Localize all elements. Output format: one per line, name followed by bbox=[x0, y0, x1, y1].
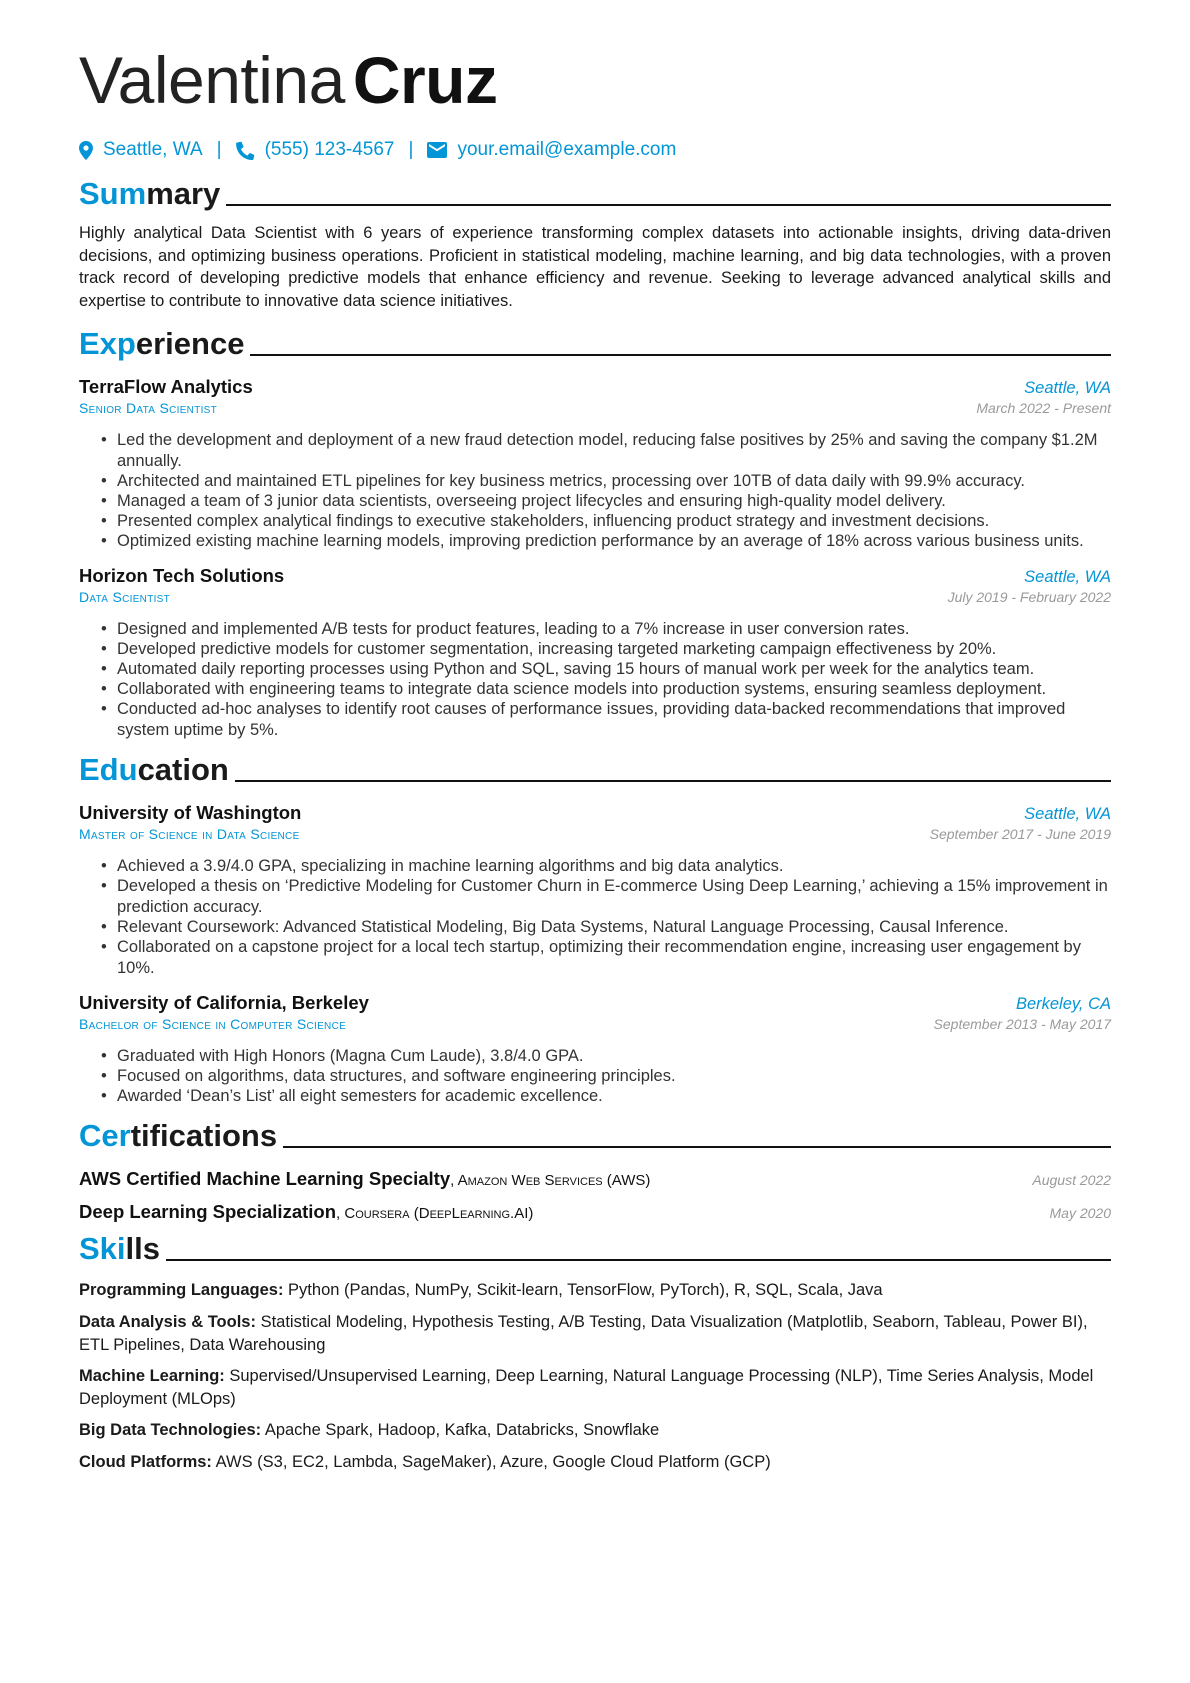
entry-dates: September 2017 - June 2019 bbox=[929, 826, 1111, 843]
bullet-item: • Developed predictive models for customer segmentation, increasing targeted marketing campaign effectiveness by 20%. bbox=[117, 639, 1111, 660]
skill-label: Big Data Technologies: bbox=[79, 1421, 262, 1440]
education-heading bbox=[79, 752, 1111, 788]
bullet-item: • Led the development and deployment of a new fraud detection model, reducing false positives by 25% and saving the company $1.2M annually. bbox=[117, 430, 1111, 472]
entry-dates: September 2013 - May 2017 bbox=[933, 1016, 1111, 1033]
heading-accent: Exp bbox=[79, 326, 136, 362]
email-link[interactable]: your.email@example.com bbox=[457, 139, 677, 160]
certification-name: AWS Certified Machine Learning Specialty bbox=[79, 1168, 451, 1190]
entry-location: Seattle, WA bbox=[1024, 568, 1111, 587]
school-name: University of California, Berkeley bbox=[79, 992, 369, 1014]
skills-heading bbox=[79, 1231, 1111, 1267]
contact-phone[interactable] bbox=[236, 139, 395, 161]
candidate-name bbox=[79, 0, 1111, 120]
heading-rest: mary bbox=[146, 176, 221, 211]
employer-name: TerraFlow Analytics bbox=[79, 376, 253, 398]
bullet-item: • Achieved a 3.9/4.0 GPA, specializing in machine learning algorithms and big data analytics. bbox=[117, 856, 1111, 877]
heading-rule bbox=[235, 780, 1111, 782]
heading-accent: Ski bbox=[79, 1231, 126, 1267]
map-pin-icon bbox=[79, 141, 93, 160]
experience-entry bbox=[79, 565, 1111, 741]
heading-rule bbox=[283, 1146, 1111, 1148]
bullet-item: • Relevant Coursework: Advanced Statistical Modeling, Big Data Systems, Natural Language Processing, Causal Inference. bbox=[117, 917, 1111, 938]
phone-text: (555) 123-4567 bbox=[264, 139, 395, 160]
phone-icon bbox=[236, 141, 255, 160]
heading-rest: cation bbox=[137, 752, 229, 788]
contact-separator: | bbox=[408, 139, 414, 160]
bullet-item: • Graduated with High Honors (Magna Cum Laude), 3.8/4.0 GPA. bbox=[117, 1046, 1111, 1067]
bullet-item: • Automated daily reporting processes using Python and SQL, saving 15 hours of manual work per week for the analytics team. bbox=[117, 659, 1111, 680]
skill-value: Apache Spark, Hadoop, Kafka, Databricks, Snowflake bbox=[264, 1421, 660, 1440]
skill-label: Machine Learning: bbox=[79, 1367, 225, 1386]
experience-entry bbox=[79, 376, 1111, 552]
first-name: Valentina bbox=[79, 43, 345, 117]
bullet-item: • Designed and implemented A/B tests for product features, leading to a 7% increase in user conversion rates. bbox=[117, 619, 1111, 640]
bullet-item: • Focused on algorithms, data structures, and software engineering principles. bbox=[117, 1066, 1111, 1087]
skill-value: Python (Pandas, NumPy, Scikit-learn, TensorFlow, PyTorch), R, SQL, Scala, Java bbox=[288, 1281, 883, 1300]
bullet-item: • Conducted ad-hoc analyses to identify root causes of performance issues, providing data-backed recommendations that improved system uptime by 5%. bbox=[117, 699, 1111, 741]
bullet-item: • Awarded ‘Dean’s List’ all eight semesters for academic excellence. bbox=[117, 1086, 1111, 1107]
skill-row bbox=[79, 1451, 1111, 1474]
skill-value: Supervised/Unsupervised Learning, Deep Learning, Natural Language Processing (NLP), Time Series Analysis, Model Deployment (MLOps) bbox=[79, 1367, 1094, 1408]
heading-rest: lls bbox=[125, 1231, 160, 1267]
entry-location: Berkeley, CA bbox=[1015, 995, 1111, 1014]
bullet-item: • Managed a team of 3 junior data scientists, overseeing project lifecycles and ensuring high-quality model delivery. bbox=[117, 491, 1111, 512]
certification-date: August 2022 bbox=[1032, 1172, 1111, 1189]
skill-row bbox=[79, 1419, 1111, 1442]
entry-dates: March 2022 - Present bbox=[976, 400, 1111, 417]
summary-text: Highly analytical Data Scientist with 6 years of experience transforming complex datasets into actionable insights, driving data-driven decisions, and optimizing business operations. Proficient in statistical modeling, machine learning, and big data technologies, with a proven track record of developing predictive models that enhance efficiency and revenue. Seeking to leverage advanced analytical skills and expertise to contribute to innovative data science initiatives. bbox=[79, 224, 1111, 310]
certification-issuer: Coursera (DeepLearning.AI) bbox=[344, 1205, 534, 1223]
contact-location bbox=[79, 139, 203, 161]
skill-label: Programming Languages: bbox=[79, 1281, 284, 1300]
heading-accent: Edu bbox=[79, 752, 138, 788]
certification-issuer: Amazon Web Services (AWS) bbox=[457, 1172, 651, 1190]
envelope-icon bbox=[427, 142, 447, 158]
certification-item: Deep Learning Specialization, Coursera (DeepLearning.AI) May 2020 bbox=[79, 1201, 1111, 1223]
bullet-list bbox=[79, 430, 1111, 552]
education-entry bbox=[79, 992, 1111, 1107]
summary-heading bbox=[79, 176, 1111, 212]
certification-date: May 2020 bbox=[1049, 1205, 1111, 1222]
bullet-item: • Collaborated with engineering teams to integrate data science models into production systems, ensuring seamless deployment. bbox=[117, 679, 1111, 700]
bullet-item: • Optimized existing machine learning models, improving prediction performance by an average of 18% across various business units. bbox=[117, 531, 1111, 552]
job-title: Senior Data Scientist bbox=[79, 400, 218, 417]
bullet-item: • Presented complex analytical findings to executive stakeholders, influencing product strategy and investment decisions. bbox=[117, 511, 1111, 532]
heading-rest: erience bbox=[135, 326, 245, 362]
heading-rule bbox=[166, 1259, 1111, 1261]
heading-accent: Cer bbox=[79, 1118, 131, 1154]
bullet-list bbox=[79, 619, 1111, 741]
skill-label: Data Analysis & Tools: bbox=[79, 1312, 256, 1331]
bullet-item: • Developed a thesis on ‘Predictive Modeling for Customer Churn in E-commerce Using Deep Learning,’ achieving a 15% improvement in prediction accuracy. bbox=[117, 876, 1111, 918]
job-title: Data Scientist bbox=[79, 589, 171, 606]
education-entry bbox=[79, 802, 1111, 979]
entry-dates: July 2019 - February 2022 bbox=[947, 589, 1111, 606]
skill-row bbox=[79, 1279, 1111, 1302]
contact-email[interactable] bbox=[427, 139, 676, 161]
heading-rule bbox=[226, 204, 1111, 206]
heading-rest: tifications bbox=[130, 1118, 278, 1154]
bullet-list bbox=[79, 856, 1111, 979]
skill-row bbox=[79, 1311, 1111, 1356]
bullet-list bbox=[79, 1046, 1111, 1107]
experience-heading bbox=[79, 326, 1111, 362]
entry-location: Seattle, WA bbox=[1024, 805, 1111, 824]
contact-bar bbox=[79, 136, 1111, 164]
degree: Master of Science in Data Science bbox=[79, 826, 300, 843]
bullet-item: • Architected and maintained ETL pipelines for key business metrics, processing over 10TB of data daily with 99.9% accuracy. bbox=[117, 471, 1111, 492]
location-text: Seattle, WA bbox=[103, 139, 203, 160]
degree: Bachelor of Science in Computer Science bbox=[79, 1016, 347, 1033]
contact-separator: | bbox=[216, 139, 222, 160]
entry-location: Seattle, WA bbox=[1024, 379, 1111, 398]
last-name: Cruz bbox=[352, 43, 498, 117]
heading-accent: Sum bbox=[79, 176, 147, 211]
skill-row bbox=[79, 1365, 1111, 1410]
heading-rule bbox=[250, 354, 1111, 356]
skill-value: AWS (S3, EC2, Lambda, SageMaker), Azure, Google Cloud Platform (GCP) bbox=[215, 1452, 771, 1471]
bullet-item: • Collaborated on a capstone project for a local tech startup, optimizing their recommendation engine, increasing user engagement by 10%. bbox=[117, 937, 1111, 979]
certification-name: Deep Learning Specialization bbox=[79, 1201, 337, 1223]
certification-item: AWS Certified Machine Learning Specialty, Amazon Web Services (AWS) August 2022 bbox=[79, 1168, 1111, 1190]
school-name: University of Washington bbox=[79, 802, 302, 824]
employer-name: Horizon Tech Solutions bbox=[79, 565, 285, 587]
skill-label: Cloud Platforms: bbox=[79, 1452, 212, 1471]
certifications-heading bbox=[79, 1118, 1111, 1154]
skill-value: Statistical Modeling, Hypothesis Testing, A/B Testing, Data Visualization (Matplotlib, Seaborn, Tableau, Power BI), ETL Pipelines, Data Warehousing bbox=[79, 1312, 1088, 1354]
